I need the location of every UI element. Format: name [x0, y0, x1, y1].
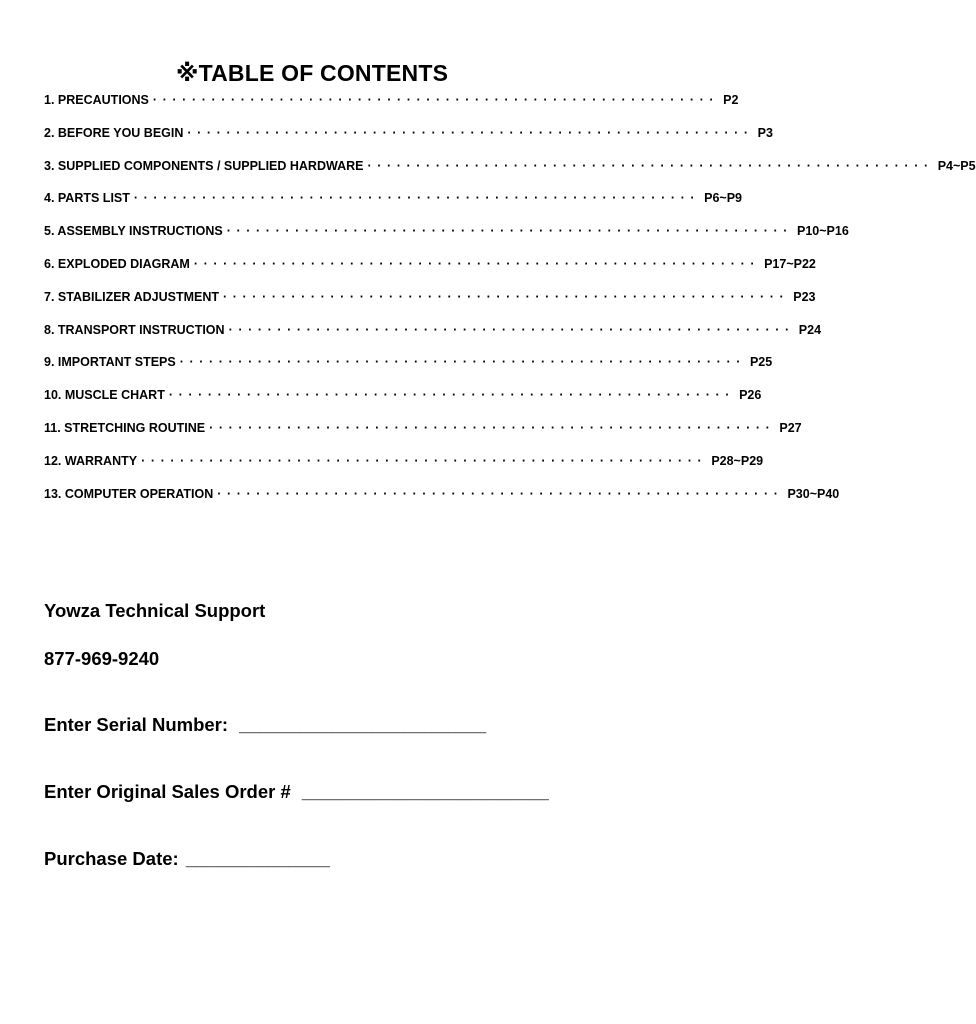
table-of-contents [44, 91, 976, 517]
sales-order-label: Enter Original Sales Order # [44, 781, 291, 802]
toc-entry[interactable] [44, 189, 743, 222]
toc-entry[interactable] [44, 157, 976, 190]
toc-entry[interactable] [44, 419, 802, 452]
leader-dots: ·························································· [193, 256, 761, 271]
toc-entry-page: P17~P22 [764, 256, 816, 271]
leader-dots: ·························································· [168, 388, 736, 403]
toc-entry-label: 1. PRECAUTIONS [44, 93, 149, 107]
page-title-text: TABLE OF CONTENTS [198, 60, 449, 86]
toc-entry-page: P25 [749, 355, 773, 370]
leader-dots: ·························································· [152, 93, 720, 107]
toc-entry-label: 10. MUSCLE CHART [44, 388, 165, 403]
toc-entry[interactable] [44, 124, 773, 157]
toc-entry-label: 13. COMPUTER OPERATION [44, 486, 214, 501]
toc-entry[interactable] [44, 222, 849, 255]
leader-dots: ·························································· [223, 289, 790, 304]
leader-dots: ·························································· [367, 158, 934, 173]
serial-number-field[interactable]: ________________________ [239, 714, 487, 735]
support-heading: Yowza Technical Support [44, 600, 266, 621]
toc-entry[interactable] [44, 321, 822, 354]
toc-entry-label: 12. WARRANTY [44, 453, 138, 468]
purchase-date-field[interactable]: ______________ [185, 848, 330, 869]
sales-order-row [44, 781, 549, 803]
toc-entry[interactable] [44, 91, 739, 124]
leader-dots: ·························································· [141, 453, 708, 468]
toc-entry-page: P23 [793, 289, 816, 304]
toc-entry-page: P27 [779, 420, 802, 435]
serial-number-label: Enter Serial Number: [44, 714, 229, 735]
purchase-date-row [44, 848, 330, 870]
leader-dots: ·························································· [179, 355, 746, 370]
toc-entry-page: P30~P40 [787, 486, 840, 501]
toc-entry-page: P26 [739, 388, 762, 403]
toc-entry[interactable] [44, 255, 816, 288]
toc-entry[interactable] [44, 452, 764, 485]
leader-dots: ·························································· [217, 486, 784, 501]
page-title [176, 60, 448, 87]
reference-mark-icon: ※ [176, 61, 199, 87]
toc-entry-label: 4. PARTS LIST [44, 191, 130, 206]
leader-dots: ·························································· [187, 125, 754, 140]
toc-entry-label: 5. ASSEMBLY INSTRUCTIONS [44, 224, 223, 239]
leader-dots: ·························································· [228, 322, 795, 337]
serial-number-row [44, 714, 486, 736]
leader-dots: ·························································· [226, 224, 793, 239]
leader-dots: ·························································· [209, 420, 776, 435]
toc-entry-page: P4~P5 [937, 158, 976, 173]
leader-dots: ·························································· [133, 191, 701, 206]
toc-entry-label: 6. EXPLODED DIAGRAM [44, 256, 190, 271]
toc-entry[interactable] [44, 485, 840, 518]
toc-entry-page: P6~P9 [704, 191, 743, 206]
support-phone: 877-969-9240 [44, 648, 160, 669]
purchase-date-label: Purchase Date: [44, 848, 179, 869]
toc-entry-page: P28~P29 [711, 453, 764, 468]
toc-entry-page: P24 [798, 322, 822, 337]
toc-entry-page: P3 [757, 125, 773, 140]
toc-entry[interactable] [44, 288, 816, 321]
toc-entry[interactable] [44, 386, 762, 419]
toc-entry[interactable] [44, 353, 773, 386]
toc-entry-label: 2. BEFORE YOU BEGIN [44, 125, 184, 140]
toc-entry-label: 3. SUPPLIED COMPONENTS / SUPPLIED HARDWARE [44, 158, 364, 173]
toc-entry-label: 7. STABILIZER ADJUSTMENT [44, 289, 220, 304]
toc-entry-label: 8. TRANSPORT INSTRUCTION [44, 322, 225, 337]
toc-entry-label: 11. STRETCHING ROUTINE [44, 420, 206, 435]
toc-entry-label: 9. IMPORTANT STEPS [44, 355, 176, 370]
sales-order-field[interactable]: ________________________ [301, 781, 549, 802]
toc-entry-page: P10~P16 [796, 224, 849, 239]
toc-entry-page: P2 [723, 93, 739, 107]
